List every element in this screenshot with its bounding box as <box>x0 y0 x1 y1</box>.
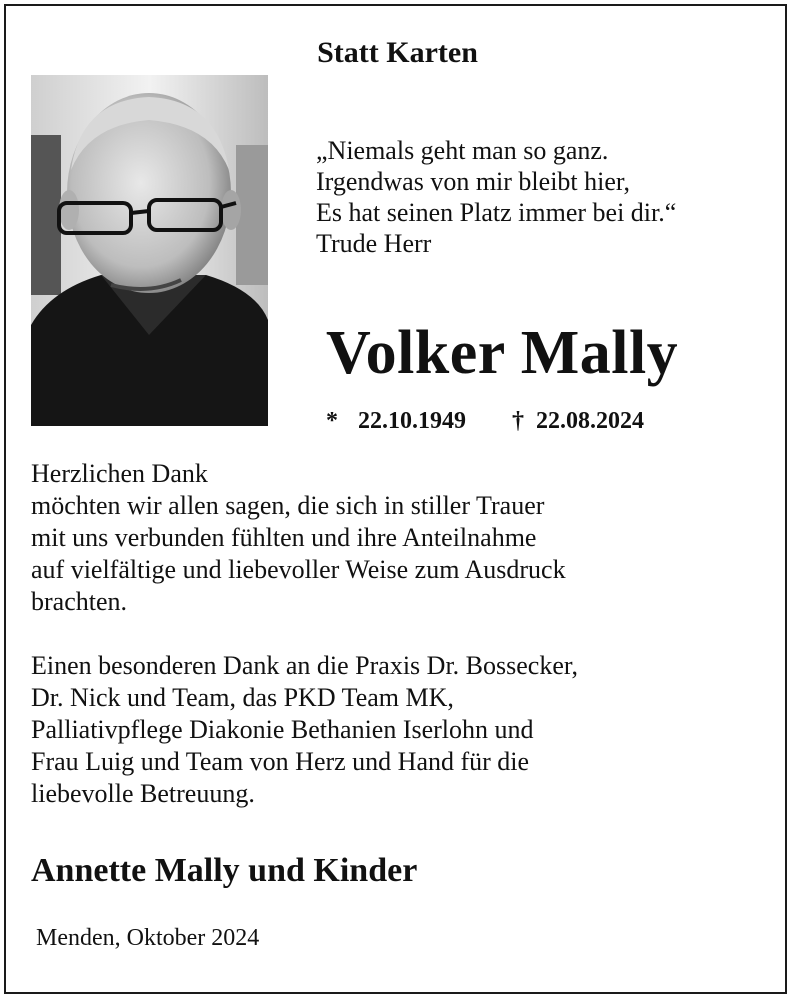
quote-line: Irgendwas von mir bleibt hier, <box>316 167 631 196</box>
life-dates <box>326 408 644 435</box>
quote-line: Es hat seinen Platz immer bei dir.“ <box>316 198 677 227</box>
thanks-line: brachten. <box>31 587 128 616</box>
portrait-photo <box>31 75 268 426</box>
death-date: 22.08.2024 <box>536 408 644 434</box>
death-cross-icon: † <box>512 408 524 434</box>
thanks-line: Herzlichen Dank <box>31 459 208 488</box>
family-signature: Annette Mally und Kinder <box>31 852 418 889</box>
special-thanks-line: Dr. Nick und Team, das PKD Team MK, <box>31 683 454 712</box>
place-date: Menden, Oktober 2024 <box>36 925 260 951</box>
thanks-line: auf vielfältige und liebevoller Weise zum Ausdruck <box>31 555 566 584</box>
quote-line: „Niemals geht man so ganz. <box>316 136 609 165</box>
special-thanks-line: Einen besonderen Dank an die Praxis Dr. Bossecker, <box>31 651 578 680</box>
thanks-line: mit uns verbunden fühlten und ihre Anteilnahme <box>31 523 537 552</box>
birth-symbol: * <box>326 408 338 434</box>
special-thanks-line: liebevolle Betreuung. <box>31 779 255 808</box>
special-thanks-line: Palliativpflege Diakonie Bethanien Iserlohn und <box>31 715 534 744</box>
quote-block <box>316 135 676 259</box>
thanks-line: möchten wir allen sagen, die sich in stiller Trauer <box>31 491 545 520</box>
header-title: Statt Karten <box>317 36 478 69</box>
thanks-paragraph <box>31 458 566 618</box>
special-thanks-line: Frau Luig und Team von Herz und Hand für die <box>31 747 530 776</box>
special-thanks-paragraph <box>31 650 578 810</box>
quote-author: Trude Herr <box>316 229 432 258</box>
deceased-name: Volker Mally <box>326 319 679 387</box>
birth-date: 22.10.1949 <box>358 408 466 434</box>
